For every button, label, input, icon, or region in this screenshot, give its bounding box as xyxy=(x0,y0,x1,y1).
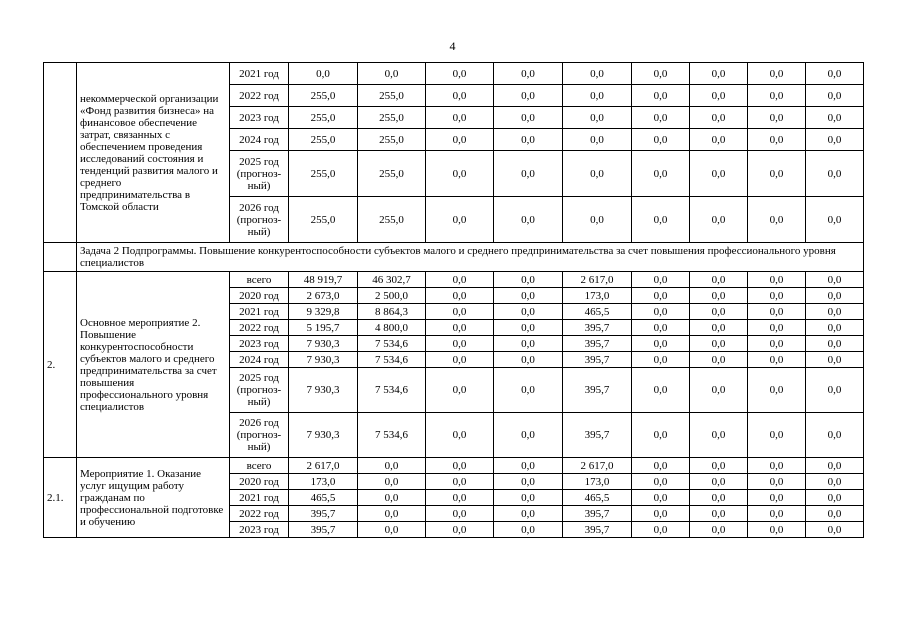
value-cell: 0,0 xyxy=(690,85,748,107)
value-cell: 0,0 xyxy=(748,288,806,304)
value-cell: 48 919,7 xyxy=(289,272,358,288)
value-cell: 255,0 xyxy=(358,85,426,107)
row-number: 2. xyxy=(44,272,77,458)
value-cell: 0,0 xyxy=(806,320,864,336)
table-row xyxy=(44,458,864,474)
value-cell: 0,0 xyxy=(563,197,632,243)
value-cell: 0,0 xyxy=(494,129,563,151)
value-cell: 0,0 xyxy=(806,474,864,490)
value-cell: 0,0 xyxy=(632,490,690,506)
value-cell: 2 617,0 xyxy=(289,458,358,474)
value-cell: 46 302,7 xyxy=(358,272,426,288)
value-cell: 0,0 xyxy=(690,522,748,538)
value-cell: 0,0 xyxy=(494,522,563,538)
value-cell: 0,0 xyxy=(494,320,563,336)
task-number-cell xyxy=(44,243,77,272)
value-cell: 0,0 xyxy=(690,490,748,506)
value-cell: 0,0 xyxy=(494,368,563,413)
page-number: 4 xyxy=(449,39,456,53)
value-cell: 0,0 xyxy=(806,151,864,197)
value-cell: 0,0 xyxy=(806,458,864,474)
value-cell: 0,0 xyxy=(426,490,494,506)
value-cell: 395,7 xyxy=(563,352,632,368)
value-cell: 0,0 xyxy=(358,506,426,522)
value-cell: 0,0 xyxy=(748,352,806,368)
value-cell: 0,0 xyxy=(358,458,426,474)
period-cell: всего xyxy=(230,272,289,288)
value-cell: 0,0 xyxy=(494,288,563,304)
value-cell: 0,0 xyxy=(748,197,806,243)
value-cell: 0,0 xyxy=(426,458,494,474)
value-cell: 0,0 xyxy=(806,129,864,151)
period-cell: 2022 год xyxy=(230,506,289,522)
period-cell: 2021 год xyxy=(230,490,289,506)
value-cell: 395,7 xyxy=(563,506,632,522)
value-cell: 0,0 xyxy=(806,506,864,522)
value-cell: 0,0 xyxy=(426,129,494,151)
value-cell: 7 534,6 xyxy=(358,352,426,368)
period-cell: 2023 год xyxy=(230,522,289,538)
value-cell: 2 673,0 xyxy=(289,288,358,304)
period-cell: 2024 год xyxy=(230,129,289,151)
value-cell: 0,0 xyxy=(494,352,563,368)
value-cell: 0,0 xyxy=(690,288,748,304)
value-cell: 0,0 xyxy=(494,151,563,197)
value-cell: 0,0 xyxy=(426,197,494,243)
value-cell: 465,5 xyxy=(563,304,632,320)
task-row xyxy=(44,243,864,272)
value-cell: 173,0 xyxy=(563,474,632,490)
row-number xyxy=(44,63,77,243)
value-cell: 255,0 xyxy=(289,129,358,151)
value-cell: 173,0 xyxy=(289,474,358,490)
value-cell: 0,0 xyxy=(494,107,563,129)
value-cell: 0,0 xyxy=(806,522,864,538)
value-cell: 0,0 xyxy=(563,107,632,129)
value-cell: 0,0 xyxy=(426,288,494,304)
value-cell: 255,0 xyxy=(289,197,358,243)
value-cell: 0,0 xyxy=(494,85,563,107)
value-cell: 0,0 xyxy=(426,368,494,413)
value-cell: 0,0 xyxy=(358,63,426,85)
value-cell: 2 617,0 xyxy=(563,272,632,288)
value-cell: 0,0 xyxy=(426,352,494,368)
value-cell: 0,0 xyxy=(632,197,690,243)
value-cell: 0,0 xyxy=(632,352,690,368)
period-cell: всего xyxy=(230,458,289,474)
table-row xyxy=(44,272,864,288)
value-cell: 255,0 xyxy=(289,151,358,197)
value-cell: 0,0 xyxy=(690,272,748,288)
value-cell: 0,0 xyxy=(806,272,864,288)
value-cell: 0,0 xyxy=(632,458,690,474)
value-cell: 7 930,3 xyxy=(289,413,358,458)
value-cell: 0,0 xyxy=(632,151,690,197)
value-cell: 0,0 xyxy=(358,522,426,538)
period-cell: 2024 год xyxy=(230,352,289,368)
value-cell: 0,0 xyxy=(426,320,494,336)
row-number: 2.1. xyxy=(44,458,77,538)
period-cell: 2023 год xyxy=(230,107,289,129)
value-cell: 0,0 xyxy=(494,197,563,243)
measure-name: некоммерческой организации «Фонд развития бизнеса» на финансовое обеспечение затрат, связанных с обеспечением проведения исследований состояния и тенденций развития малого и среднего предпринимательства в Томской области xyxy=(77,63,230,243)
value-cell: 0,0 xyxy=(426,474,494,490)
period-cell: 2021 год xyxy=(230,63,289,85)
value-cell: 0,0 xyxy=(289,63,358,85)
value-cell: 0,0 xyxy=(806,107,864,129)
value-cell: 0,0 xyxy=(632,107,690,129)
value-cell: 0,0 xyxy=(690,352,748,368)
value-cell: 0,0 xyxy=(748,272,806,288)
value-cell: 0,0 xyxy=(426,413,494,458)
value-cell: 0,0 xyxy=(806,197,864,243)
period-cell: 2025 год (прогноз-ный) xyxy=(230,368,289,413)
value-cell: 0,0 xyxy=(748,336,806,352)
value-cell: 0,0 xyxy=(563,63,632,85)
table-body xyxy=(44,63,864,538)
value-cell: 0,0 xyxy=(748,474,806,490)
value-cell: 7 534,6 xyxy=(358,368,426,413)
value-cell: 0,0 xyxy=(494,63,563,85)
value-cell: 0,0 xyxy=(748,129,806,151)
value-cell: 0,0 xyxy=(563,85,632,107)
value-cell: 0,0 xyxy=(494,506,563,522)
value-cell: 0,0 xyxy=(690,474,748,490)
period-cell: 2022 год xyxy=(230,320,289,336)
value-cell: 0,0 xyxy=(358,490,426,506)
value-cell: 0,0 xyxy=(748,63,806,85)
value-cell: 0,0 xyxy=(426,304,494,320)
value-cell: 0,0 xyxy=(690,63,748,85)
value-cell: 395,7 xyxy=(563,336,632,352)
value-cell: 0,0 xyxy=(748,368,806,413)
value-cell: 0,0 xyxy=(494,304,563,320)
value-cell: 0,0 xyxy=(806,85,864,107)
value-cell: 0,0 xyxy=(806,352,864,368)
value-cell: 0,0 xyxy=(748,151,806,197)
value-cell: 0,0 xyxy=(748,304,806,320)
value-cell: 0,0 xyxy=(632,368,690,413)
value-cell: 0,0 xyxy=(563,151,632,197)
value-cell: 0,0 xyxy=(632,85,690,107)
value-cell: 0,0 xyxy=(426,272,494,288)
value-cell: 0,0 xyxy=(806,288,864,304)
value-cell: 0,0 xyxy=(358,474,426,490)
value-cell: 0,0 xyxy=(494,458,563,474)
value-cell: 0,0 xyxy=(690,197,748,243)
value-cell: 0,0 xyxy=(426,522,494,538)
period-cell: 2023 год xyxy=(230,336,289,352)
value-cell: 0,0 xyxy=(632,129,690,151)
value-cell: 0,0 xyxy=(426,506,494,522)
value-cell: 0,0 xyxy=(748,490,806,506)
value-cell: 9 329,8 xyxy=(289,304,358,320)
value-cell: 7 930,3 xyxy=(289,368,358,413)
value-cell: 0,0 xyxy=(806,490,864,506)
value-cell: 0,0 xyxy=(426,63,494,85)
value-cell: 395,7 xyxy=(289,522,358,538)
value-cell: 0,0 xyxy=(690,107,748,129)
measure-name: Мероприятие 1. Оказание услуг ищущим работу гражданам по профессиональной подготовке и обучению xyxy=(77,458,230,538)
value-cell: 0,0 xyxy=(632,336,690,352)
value-cell: 0,0 xyxy=(690,413,748,458)
value-cell: 0,0 xyxy=(690,506,748,522)
table-row xyxy=(44,63,864,85)
value-cell: 0,0 xyxy=(494,490,563,506)
value-cell: 0,0 xyxy=(748,522,806,538)
period-cell: 2026 год (прогноз-ный) xyxy=(230,197,289,243)
period-cell: 2025 год (прогноз-ный) xyxy=(230,151,289,197)
value-cell: 0,0 xyxy=(632,413,690,458)
value-cell: 395,7 xyxy=(563,368,632,413)
period-cell: 2026 год (прогноз-ный) xyxy=(230,413,289,458)
value-cell: 0,0 xyxy=(632,506,690,522)
value-cell: 0,0 xyxy=(494,336,563,352)
value-cell: 5 195,7 xyxy=(289,320,358,336)
value-cell: 0,0 xyxy=(632,272,690,288)
value-cell: 0,0 xyxy=(563,129,632,151)
value-cell: 7 930,3 xyxy=(289,352,358,368)
measure-name: Основное мероприятие 2. Повышение конкурентоспособности субъектов малого и среднего предпринимательства за счет повышения профессионального уровня специалистов xyxy=(77,272,230,458)
value-cell: 395,7 xyxy=(563,413,632,458)
value-cell: 0,0 xyxy=(632,474,690,490)
value-cell: 0,0 xyxy=(690,336,748,352)
value-cell: 0,0 xyxy=(494,474,563,490)
value-cell: 0,0 xyxy=(748,458,806,474)
value-cell: 255,0 xyxy=(358,129,426,151)
value-cell: 0,0 xyxy=(426,107,494,129)
value-cell: 0,0 xyxy=(690,458,748,474)
value-cell: 0,0 xyxy=(494,413,563,458)
value-cell: 0,0 xyxy=(748,320,806,336)
value-cell: 0,0 xyxy=(748,506,806,522)
value-cell: 0,0 xyxy=(632,288,690,304)
value-cell: 0,0 xyxy=(690,129,748,151)
value-cell: 0,0 xyxy=(806,368,864,413)
value-cell: 0,0 xyxy=(748,413,806,458)
value-cell: 7 534,6 xyxy=(358,336,426,352)
value-cell: 0,0 xyxy=(426,151,494,197)
value-cell: 0,0 xyxy=(806,63,864,85)
value-cell: 0,0 xyxy=(690,304,748,320)
value-cell: 0,0 xyxy=(632,320,690,336)
value-cell: 255,0 xyxy=(358,151,426,197)
value-cell: 0,0 xyxy=(632,63,690,85)
value-cell: 255,0 xyxy=(358,107,426,129)
value-cell: 0,0 xyxy=(426,336,494,352)
value-cell: 0,0 xyxy=(690,320,748,336)
value-cell: 7 534,6 xyxy=(358,413,426,458)
value-cell: 465,5 xyxy=(289,490,358,506)
value-cell: 0,0 xyxy=(806,413,864,458)
budget-table xyxy=(43,62,864,538)
value-cell: 0,0 xyxy=(690,368,748,413)
value-cell: 255,0 xyxy=(289,85,358,107)
value-cell: 395,7 xyxy=(563,320,632,336)
value-cell: 7 930,3 xyxy=(289,336,358,352)
period-cell: 2020 год xyxy=(230,288,289,304)
value-cell: 0,0 xyxy=(748,85,806,107)
value-cell: 4 800,0 xyxy=(358,320,426,336)
value-cell: 0,0 xyxy=(632,304,690,320)
period-cell: 2022 год xyxy=(230,85,289,107)
value-cell: 173,0 xyxy=(563,288,632,304)
task-title: Задача 2 Подпрограммы. Повышение конкурентоспособности субъектов малого и среднего предпринимательства за счет повышения профессионального уровня специалистов xyxy=(77,243,864,272)
value-cell: 395,7 xyxy=(563,522,632,538)
value-cell: 465,5 xyxy=(563,490,632,506)
period-cell: 2021 год xyxy=(230,304,289,320)
value-cell: 255,0 xyxy=(358,197,426,243)
value-cell: 0,0 xyxy=(748,107,806,129)
value-cell: 2 617,0 xyxy=(563,458,632,474)
value-cell: 0,0 xyxy=(426,85,494,107)
value-cell: 2 500,0 xyxy=(358,288,426,304)
value-cell: 0,0 xyxy=(806,336,864,352)
value-cell: 0,0 xyxy=(806,304,864,320)
value-cell: 0,0 xyxy=(494,272,563,288)
value-cell: 255,0 xyxy=(289,107,358,129)
value-cell: 395,7 xyxy=(289,506,358,522)
value-cell: 8 864,3 xyxy=(358,304,426,320)
value-cell: 0,0 xyxy=(632,522,690,538)
value-cell: 0,0 xyxy=(690,151,748,197)
period-cell: 2020 год xyxy=(230,474,289,490)
